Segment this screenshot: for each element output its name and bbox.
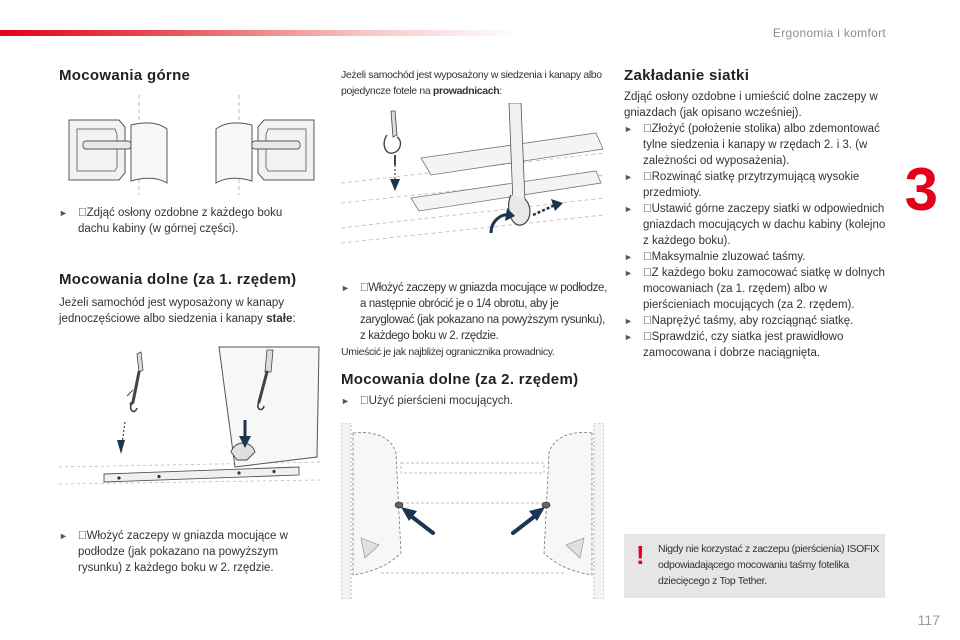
step-item: ► Rozwinąć siatkę przytrzymującą wysokie przedmioty. xyxy=(624,171,860,199)
bullet-marker-icon: ► xyxy=(624,252,633,262)
bullet-marker-icon: ► xyxy=(624,204,633,214)
warning-box xyxy=(624,534,885,598)
illustration-sliding-rails xyxy=(341,103,604,270)
illustration-upper-anchors xyxy=(59,95,324,195)
warning-icon: ! xyxy=(636,540,645,570)
step-item: ► Naprężyć taśmy, aby rozciągnąć siatkę. xyxy=(624,315,854,327)
heading-lower-anchors-row1: Mocowania dolne (za 1. rzędem) xyxy=(59,271,297,288)
illustration-lower-anchors-row1 xyxy=(59,342,321,502)
bullet-marker-icon: ► xyxy=(341,283,350,293)
net-installation-steps xyxy=(624,121,886,361)
warning-text: Nigdy nie korzystać z zaczepu (pierścienia) ISOFIX odpowiadającego mocowaniu taśmy fotelika dziecięcego z Top Tether. xyxy=(658,543,880,587)
header-accent-bar xyxy=(0,30,520,36)
step-item: ► Zdjąć osłony ozdobne z każdego boku dachu kabiny (w górnej części). xyxy=(59,207,283,235)
step-item: ► Sprawdzić, czy siatka jest prawidłowo zamocowana i dobrze naciągnięta. xyxy=(624,331,844,359)
heading-net-installation: Zakładanie siatki xyxy=(624,67,750,84)
bullet-marker-icon: ► xyxy=(624,316,633,326)
step-item: ► Ustawić górne zaczepy siatki w odpowiednich gniazdach mocujących w dachu kabiny (kolejno z każdego boku). xyxy=(624,203,886,247)
step-item: ► Z każdego boku zamocować siatkę w dolnych mocowaniach (za 1. rzędem) albo w pierścieniach mocujących (za 2. rzędem). xyxy=(624,267,885,311)
heading-lower-anchors-row2: Mocowania dolne (za 2. rzędem) xyxy=(341,371,579,388)
bullet-marker-icon: ► xyxy=(59,531,68,541)
step-item: ► Złożyć (położenie stolika) albo zdemontować tylne siedzenia i kanapy w rzędach 2. i 3. (w zależności od wyposażenia). xyxy=(624,123,880,167)
bullet-marker-icon: ► xyxy=(624,332,633,342)
heading-upper-anchors: Mocowania górne xyxy=(59,67,191,84)
bullet-marker-icon: ► xyxy=(624,172,633,182)
sliding-rails-note: Umieścić je jak najbliżej ogranicznika prowadnicy. xyxy=(341,346,555,358)
step-item: ► Maksymalnie zluzować taśmy. xyxy=(624,251,806,263)
sliding-rails-steps xyxy=(341,280,607,344)
bullet-marker-icon: ► xyxy=(59,208,68,218)
lower-anchors-row1-steps xyxy=(59,528,321,576)
page-number: 117 xyxy=(917,612,940,628)
lower-anchors-row2-steps xyxy=(341,393,604,409)
illustration-anchor-rings xyxy=(341,423,604,599)
upper-anchors-steps xyxy=(59,205,314,237)
step-item: ► Włożyć zaczepy w gniazda mocujące w podłodze, a następnie obrócić je o 1/4 obrotu, aby je zaryglować (jak pokazano na powyższym rysunku), z każdego boku w 2. rzędzie. xyxy=(341,282,607,342)
step-item: ► Włożyć zaczepy w gniazda mocujące w podłodze (jak pokazano na powyższym rysunku) z każdego boku w 2. rzędzie. xyxy=(59,530,288,574)
section-title: Ergonomia i komfort xyxy=(772,26,886,40)
net-installation-intro: Zdjąć osłony ozdobne i umieścić dolne zaczepy w gniazdach (jak opisano wcześniej). xyxy=(624,91,878,119)
bullet-marker-icon: ► xyxy=(341,396,350,406)
bullet-marker-icon: ► xyxy=(624,124,633,134)
sliding-seats-intro: Jeżeli samochód jest wyposażony w siedzenia i kanapy albo pojedyncze fotele na prowadnicach: xyxy=(341,69,602,97)
bullet-marker-icon: ► xyxy=(624,268,633,278)
chapter-number: 3 xyxy=(904,156,938,223)
lower-anchors-row1-intro: Jeżeli samochód jest wyposażony w kanapy jednoczęściowe albo siedzenia i kanapy stałe: xyxy=(59,297,296,325)
step-item: ► Użyć pierścieni mocujących. xyxy=(341,395,514,407)
